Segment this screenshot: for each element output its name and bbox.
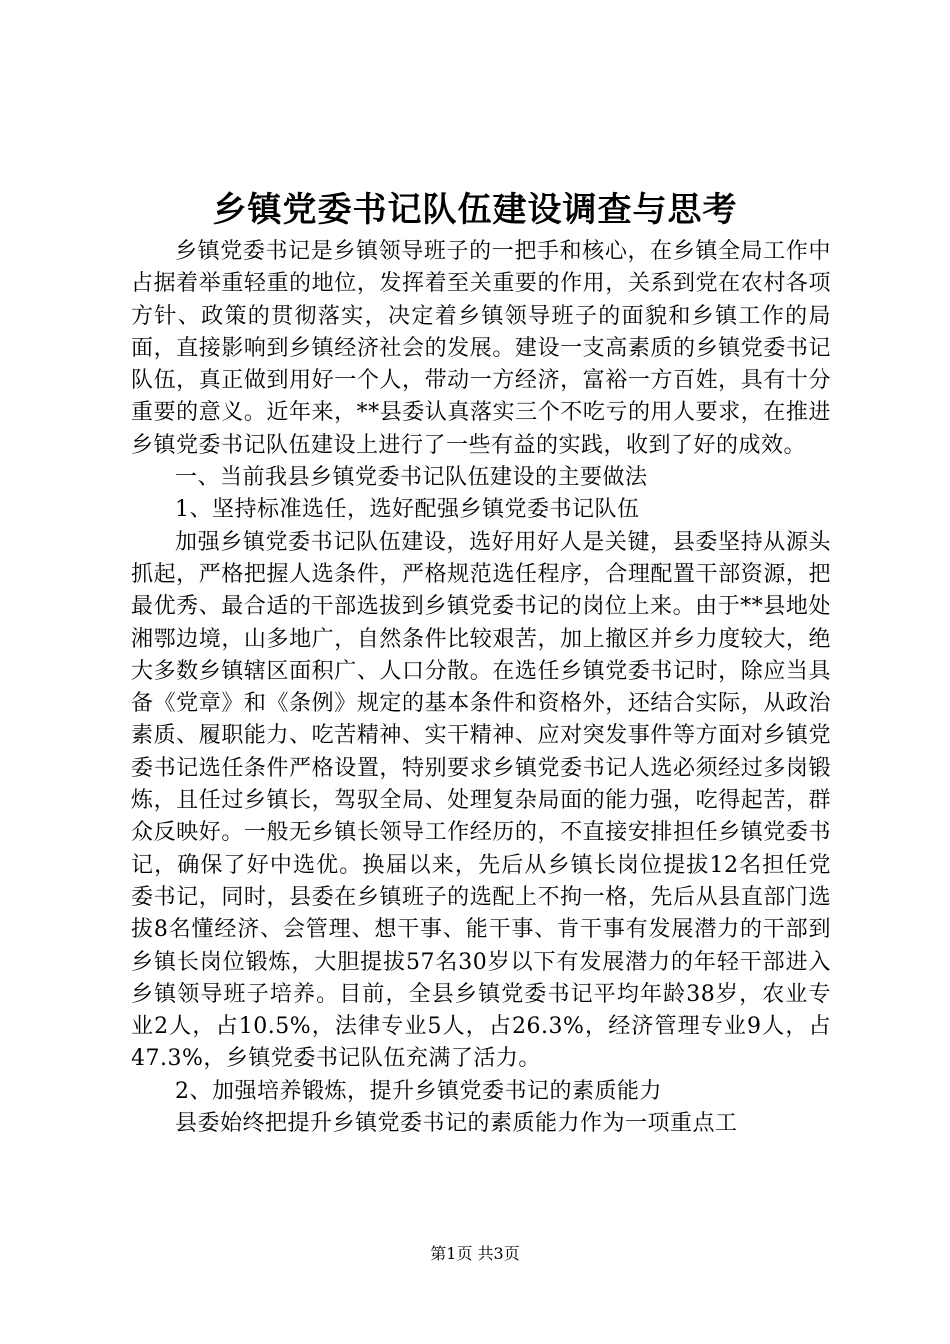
subsection-heading-2: 2、加强培养锻炼，提升乡镇党委书记的素质能力	[175, 1078, 662, 1104]
document-body	[131, 236, 831, 1140]
subsection-heading-1: 1、坚持标准选任，选好配强乡镇党委书记队伍	[175, 497, 640, 523]
body-paragraph-training: 县委始终把提升乡镇党委书记的素质能力作为一项重点工	[175, 1111, 738, 1137]
section-heading-1: 一、当前我县乡镇党委书记队伍建设的主要做法	[175, 465, 648, 491]
document-title: 乡镇党委书记队伍建设调查与思考	[212, 190, 738, 230]
body-paragraph-intro: 乡镇党委书记是乡镇领导班子的一把手和核心，在乡镇全局工作中占据着举重轻重的地位，发挥着至关重要的作用，关系到党在农村各项方针、政策的贯彻落实，决定着乡镇领导班子的面貌和乡镇工作的局面，直接影响到乡镇经济社会的发展。建设一支高素质的乡镇党委书记队伍，真正做到用好一个人，带动一方经济，富裕一方百姓，具有十分重要的意义。近年来，**县委认真落实三个不吃亏的用人要求，在推进乡镇党委书记队伍建设上进行了一些有益的实践，收到了好的成效。	[131, 239, 831, 458]
page-number-footer: 第1页 共3页	[430, 1244, 520, 1263]
body-paragraph-selection: 加强乡镇党委书记队伍建设，选好用好人是关键，县委坚持从源头抓起，严格把握人选条件，严格规范选任程序，合理配置干部资源，把最优秀、最合适的干部选拔到乡镇党委书记的岗位上来。由于**县地处湘鄂边境，山多地广，自然条件比较艰苦，加上撤区并乡力度较大，绝大多数乡镇辖区面积广、人口分散。在选任乡镇党委书记时，除应当具备《党章》和《条例》规定的基本条件和资格外，还结合实际，从政治素质、履职能力、吃苦精神、实干精神、应对突发事件等方面对乡镇党委书记选任条件严格设置，特别要求乡镇党委书记人选必须经过多岗锻炼，且任过乡镇长，驾驭全局、处理复杂局面的能力强，吃得起苦，群众反映好。一般无乡镇长领导工作经历的，不直接安排担任乡镇党委书记，确保了好中选优。换届以来，先后从乡镇长岗位提拔12名担任党委书记，同时，县委在乡镇班子的选配上不拘一格，先后从县直部门选拔8名懂经济、会管理、想干事、能干事、肯干事有发展潜力的干部到乡镇长岗位锻炼，大胆提拔57名30岁以下有发展潜力的年轻干部进入乡镇领导班子培养。目前，全县乡镇党委书记平均年龄38岁，农业专业2人，占10.5%，法律专业5人，占26.3%，经济管理专业9人，占47.3%，乡镇党委书记队伍充满了活力。	[131, 529, 831, 1072]
